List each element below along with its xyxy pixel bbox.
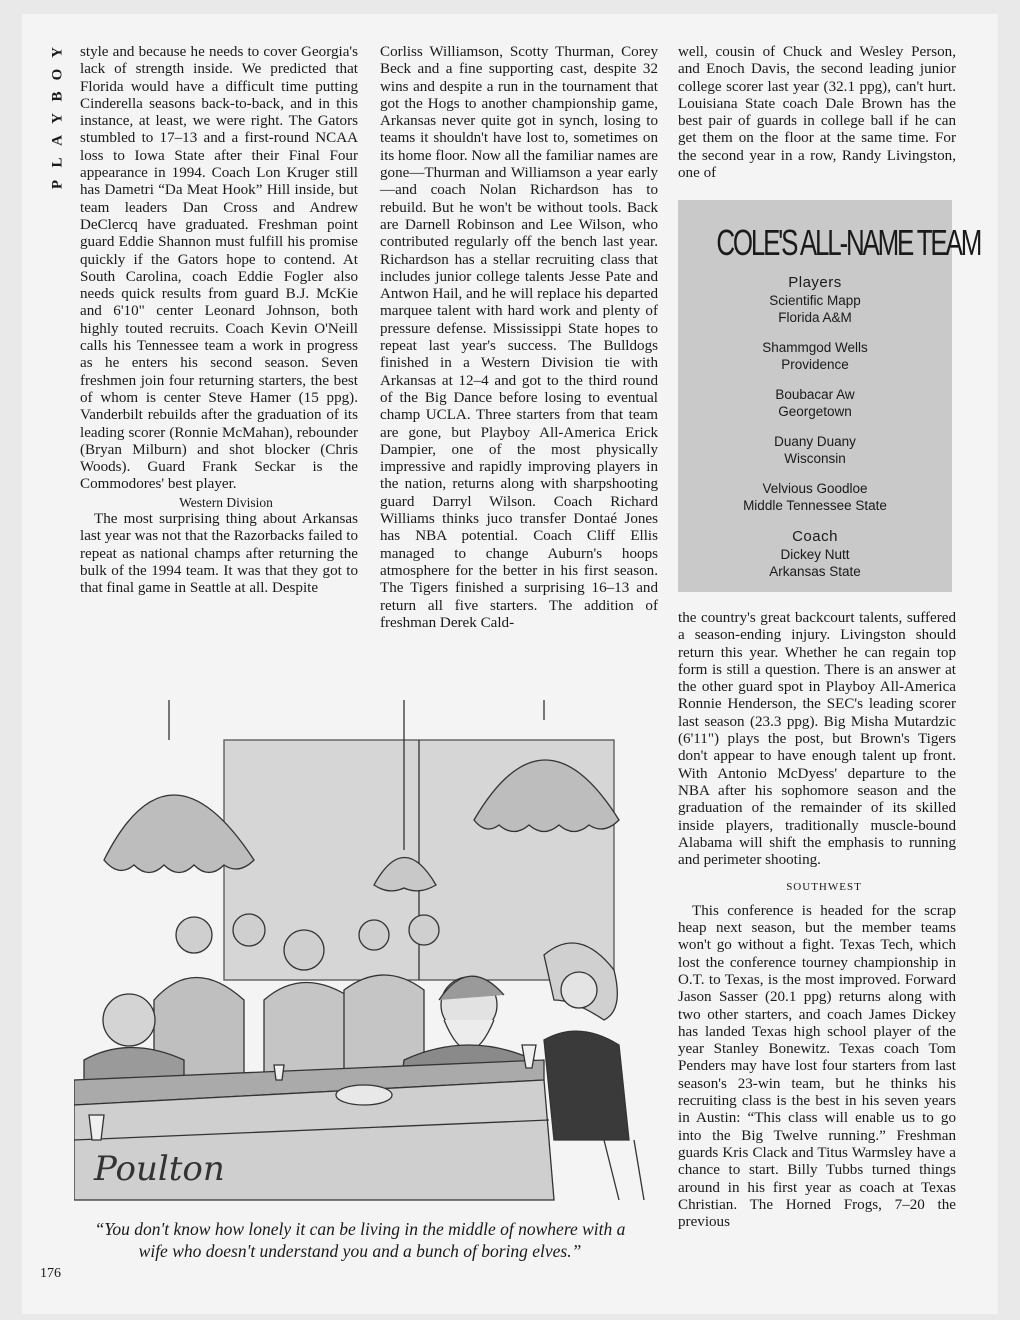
- player-name: Duany Duany: [774, 434, 856, 449]
- player-school: Providence: [781, 356, 849, 372]
- player-name: Scientific Mapp: [769, 293, 861, 308]
- patron-body: [344, 975, 424, 1070]
- brand-letter: B: [49, 91, 66, 102]
- body-paragraph: the country's great backcourt talents, suffered a season-ending injury. Livingston should return this year. Whether he can regain top form is still a question. There is an answer at the other guard spot in Playboy All-America Ronnie Henderson, the SEC's leading scorer last season (23.3 ppg). Big Misha Mutardzic (6'11") plays the post, but Brown's Tigers don't appear to have enough talent up front. With Antonio McDyess' departure to the NBA after his sophomore season and the graduation of the remainder of its skilled inside players, traditionally muscle-bound Alabama will shift the emphasis to running and perimeter shooting.: [678, 610, 956, 869]
- page-number: 176: [40, 1266, 61, 1281]
- body-paragraph: well, cousin of Chuck and Wesley Person, and Enoch Davis, the second leading junior college scorer last year (32.1 ppg), can't hurt. Louisiana State coach Dale Brown has the best pair of guards in college ball if he can get them on the floor at the same time. For the second year in a row, Randy Livingston, one of: [678, 44, 956, 182]
- brand-letter: O: [49, 68, 66, 81]
- brand-letter: Y: [49, 113, 66, 124]
- article-column-2: [380, 44, 658, 632]
- patron-head: [233, 914, 265, 946]
- player-name: Boubacar Aw: [775, 387, 855, 402]
- brand-letter: L: [49, 157, 66, 168]
- body-paragraph: This conference is headed for the scrap heap next season, but the member teams won't go without a fight. Texas Tech, which lost the conference tourney championship in O.T. to Texas, is the most improved. Forward Jason Sasser (20.1 ppg) returns along with two other starters, and coach James Dickey has landed Texas high school player of the year Stanley Bonewitz. Texas coach Tom Penders may have lost four starters from last season's 23-win team, but he thinks his recruiting class is the best in his seven years in Austin: “This class will enable us to go into the Big Twelve running.” Freshman guards Kris Clack and Titus Warmsley have a chance to start. Billy Tubbs turned things around in his first year as coach at Texas Christian. The Horned Frogs, 7–20 the previous: [678, 902, 956, 1231]
- patron-head: [284, 930, 324, 970]
- santa-bar-cartoon: [74, 700, 654, 1210]
- body-paragraph: The most surprising thing about Arkansas last year was not that the Razorbacks failed to repeat as national champs after returning the bulk of the 1994 team. It was that they got to that final game in Seattle at all. Despite: [80, 511, 358, 597]
- article-column-1: [80, 44, 358, 598]
- player-name: Velvious Goodloe: [762, 481, 868, 496]
- body-paragraph: Corliss Williamson, Scotty Thurman, Corey Beck and a fine supporting cast, despite 32 wins and despite a run in the tournament that got the Hogs to another championship game, Arkansas never quite got in synch, losing to teams it shouldn't have lost to, sometimes on its home floor. Now all the familiar names are gone—Thurman and Williamson a year early—and coach Nolan Richardson has to rebuild. But he won't be without tools. Back are Darnell Robinson and Lee Wilson, who contributed regularly off the bench last year. Richardson has a stellar recruiting class that includes junior college talents Jesse Pate and Antwon Hail, and he will replace his departed marquee talent with hard work and plenty of pressure defense. Mississippi State hopes to repeat last year's success. The Bulldogs finished in a Western Division tie with Arkansas at 12–4 and got to the third round of the Big Dance before losing to eventual champ UCLA. Three starters from that team are gone, but Playboy All-America Erick Dampier, one of the most physically impressive and rapidly improving players in the nation, returns along with sharpshooting guard Darryl Wilson. Coach Richard Williams thinks juco transfer Dontaé Jones has NBA potential. Coach Cliff Ellis managed to change Auburn's hoops atmosphere for the better in his first season. The Tigers finished a surprising 16–13 and return all five starters. The addition of freshman Derek Cald-: [380, 44, 658, 631]
- player-entry: [678, 293, 952, 326]
- player-entry: [678, 434, 952, 467]
- coach-entry: [678, 547, 952, 580]
- player-school: Georgetown: [778, 403, 852, 419]
- player-school: Middle Tennessee State: [743, 497, 887, 513]
- cartoon-caption: “You don't know how lonely it can be living in the middle of nowhere with a wife who doesn't understand you and a bunch of boring elves.”: [94, 1219, 626, 1261]
- playboy-running-head: [38, 44, 78, 204]
- sidebar-title: COLE'S ALL-NAME TEAM: [716, 222, 981, 263]
- subhead-western-division: Western Division: [179, 494, 273, 510]
- glass: [274, 1065, 284, 1080]
- subhead-southwest: SOUTHWEST: [786, 881, 862, 894]
- all-name-team-sidebar: [678, 200, 981, 592]
- article-column-3-bottom: [678, 610, 956, 1231]
- patron-head: [359, 920, 389, 950]
- player-name: Shammgod Wells: [762, 340, 868, 355]
- woman-head: [561, 972, 597, 1008]
- player-school: Wisconsin: [784, 450, 846, 466]
- player-school: Florida A&M: [778, 309, 852, 325]
- player-entry: [678, 340, 952, 373]
- brand-letter: A: [49, 135, 66, 146]
- patron-head: [409, 915, 439, 945]
- players-label: Players: [788, 274, 842, 291]
- player-entry: [678, 387, 952, 420]
- coach-label: Coach: [792, 528, 838, 545]
- body-paragraph: style and because he needs to cover Georgia's lack of strength inside. We predicted that Florida would have a difficult time putting Cinderella seasons back-to-back, and in this instance, at least, we were right. The Gators stumbled to 17–13 and a first-round NCAA loss to Iowa State after their Final Four appearance in 1994. Coach Lon Kruger still has Dametri “Da Meat Hook” Hill inside, but team leaders Dan Cross and Andrew DeClercq have graduated. Freshman point guard Eddie Shannon must fulfill his promise quickly if the Gators hope to contend. At South Carolina, coach Eddie Fogler also needs quick results from guard B.J. McKie and 6'10" center Leonard Johnson, both highly touted recruits. Coach Kevin O'Neill calls his Tennessee team a work in progress as he enters his second season. Seven freshmen join four returning starters, the best of whom is center Steve Hamer (15 ppg). Vanderbilt rebuilds after the graduation of its leading scorer (Ronnie McMahan), rebounder (Bryan Milburn) and shot blocker (Chris Woods). Guard Frank Seckar is the Commodores' best player.: [80, 44, 358, 493]
- woman-dress: [544, 1031, 629, 1140]
- article-column-3-top: [678, 44, 956, 182]
- ashtray: [336, 1085, 392, 1105]
- coach-name: Dickey Nutt: [780, 547, 850, 562]
- coach-school: Arkansas State: [769, 563, 861, 579]
- player-entry: [678, 481, 952, 514]
- man-head: [103, 994, 155, 1046]
- brand-letter: Y: [49, 47, 66, 58]
- glass: [89, 1115, 104, 1140]
- brand-letter: P: [49, 179, 66, 190]
- patron-head: [176, 917, 212, 953]
- cartoonist-signature: Poulton: [94, 1149, 225, 1189]
